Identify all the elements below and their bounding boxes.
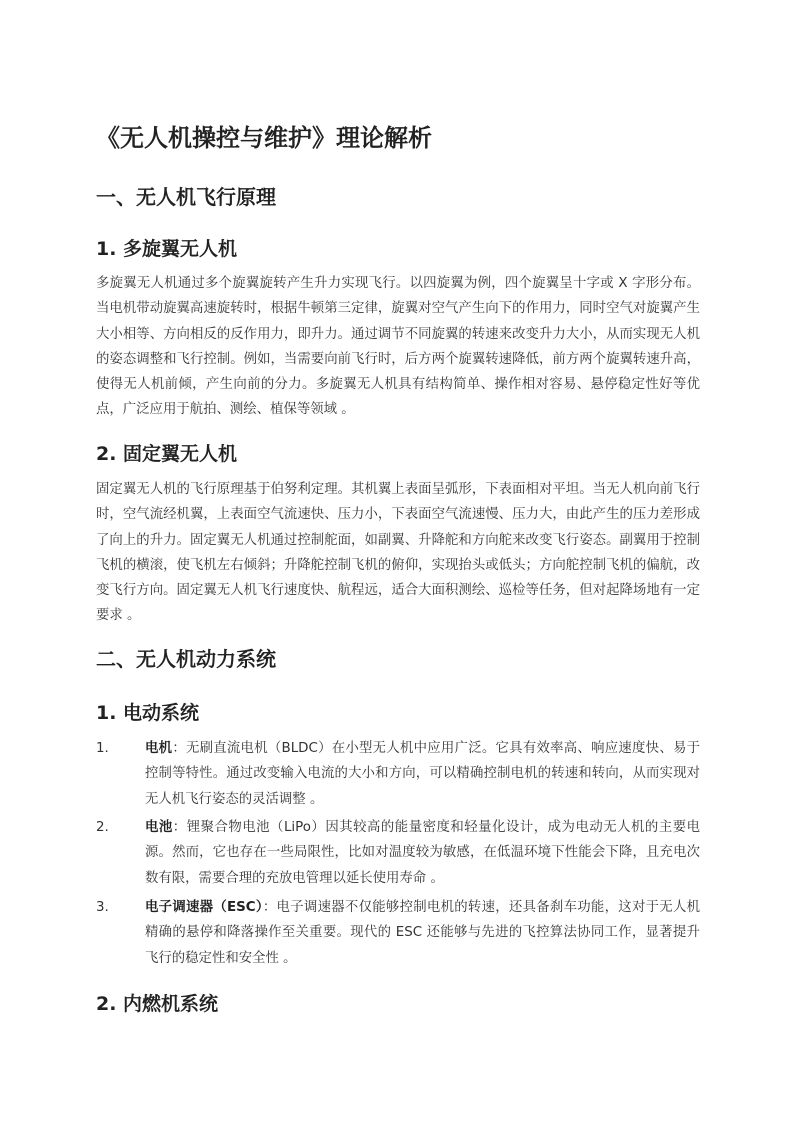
subsection-heading-combustion-system: 2. 内燃机系统: [96, 993, 219, 1015]
list-item-number: 2.: [96, 820, 109, 835]
section-heading-flight-principles: 一、无人机飞行原理: [96, 185, 276, 209]
list-item-text: ：电子调速器不仅能够控制电机的转速，还具备刹车功能，这对于无人机精确的悬停和降落操作至关重要。现代的 ESC 还能够与先进的飞控算法协同工作，显著提升飞行的稳定性和安全性 。: [145, 900, 701, 966]
subsection-heading-multirotor: 1. 多旋翼无人机: [96, 238, 238, 260]
list-item-term: 电机: [145, 741, 173, 756]
list-item-term: 电池: [145, 820, 173, 835]
list-item-body: [145, 815, 700, 891]
list-item-number: 3.: [96, 900, 109, 915]
list-item-text: ：无刷直流电机（BLDC）在小型无人机中应用广泛。它具有效率高、响应速度快、易于控制等特性。通过改变输入电流的大小和方向，可以精确控制电机的转速和转向，从而实现对无人机飞行姿态的灵活调整 。: [145, 741, 701, 807]
section-heading-power-system: 二、无人机动力系统: [96, 647, 276, 671]
list-item-body: [145, 736, 700, 812]
paragraph-multirotor: 多旋翼无人机通过多个旋翼旋转产生升力实现飞行。以四旋翼为例，四个旋翼呈十字或 X 字形分布。当电机带动旋翼高速旋转时，根据牛顿第三定律，旋翼对空气产生向下的作用力，同时空气对旋翼产生大小相等、方向相反的反作用力，即升力。通过调节不同旋翼的转速来改变升力大小，从而实现无人机的姿态调整和飞行控制。例如，当需要向前飞行时，后方两个旋翼转速降低，前方两个旋翼转速升高，使得无人机前倾，产生向前的分力。多旋翼无人机具有结构简单、操作相对容易、悬停稳定性好等优点，广泛应用于航拍、测绘、植保等领域 。: [96, 276, 700, 418]
subsection-heading-fixed-wing: 2. 固定翼无人机: [96, 443, 238, 465]
list-item-text: ：锂聚合物电池（LiPo）因其较高的能量密度和轻量化设计，成为电动无人机的主要电源。然而，它也存在一些局限性，比如对温度较为敏感，在低温环境下性能会下降，且充电次数有限，需要合理的充放电管理以延长使用寿命 。: [145, 820, 701, 886]
list-item-term: 电子调速器（ESC）: [145, 900, 263, 915]
list-item-number: 1.: [96, 741, 109, 756]
list-item-body: [145, 895, 700, 971]
subsection-heading-electric-system: 1. 电动系统: [96, 702, 200, 724]
paragraph-fixed-wing: 固定翼无人机的飞行原理基于伯努利定理。其机翼上表面呈弧形，下表面相对平坦。当无人机向前飞行时，空气流经机翼，上表面空气流速快、压力小，下表面空气流速慢、压力大，由此产生的压力差形成了向上的升力。固定翼无人机通过控制舵面，如副翼、升降舵和方向舵来改变飞行姿态。副翼用于控制飞机的横滚，使飞机左右倾斜；升降舵控制飞机的俯仰，实现抬头或低头；方向舵控制飞机的偏航，改变飞行方向。固定翼无人机飞行速度快、航程远，适合大面积测绘、巡检等任务，但对起降场地有一定要求 。: [96, 482, 700, 624]
page-title: 《无人机操控与维护》理论解析: [96, 124, 432, 152]
